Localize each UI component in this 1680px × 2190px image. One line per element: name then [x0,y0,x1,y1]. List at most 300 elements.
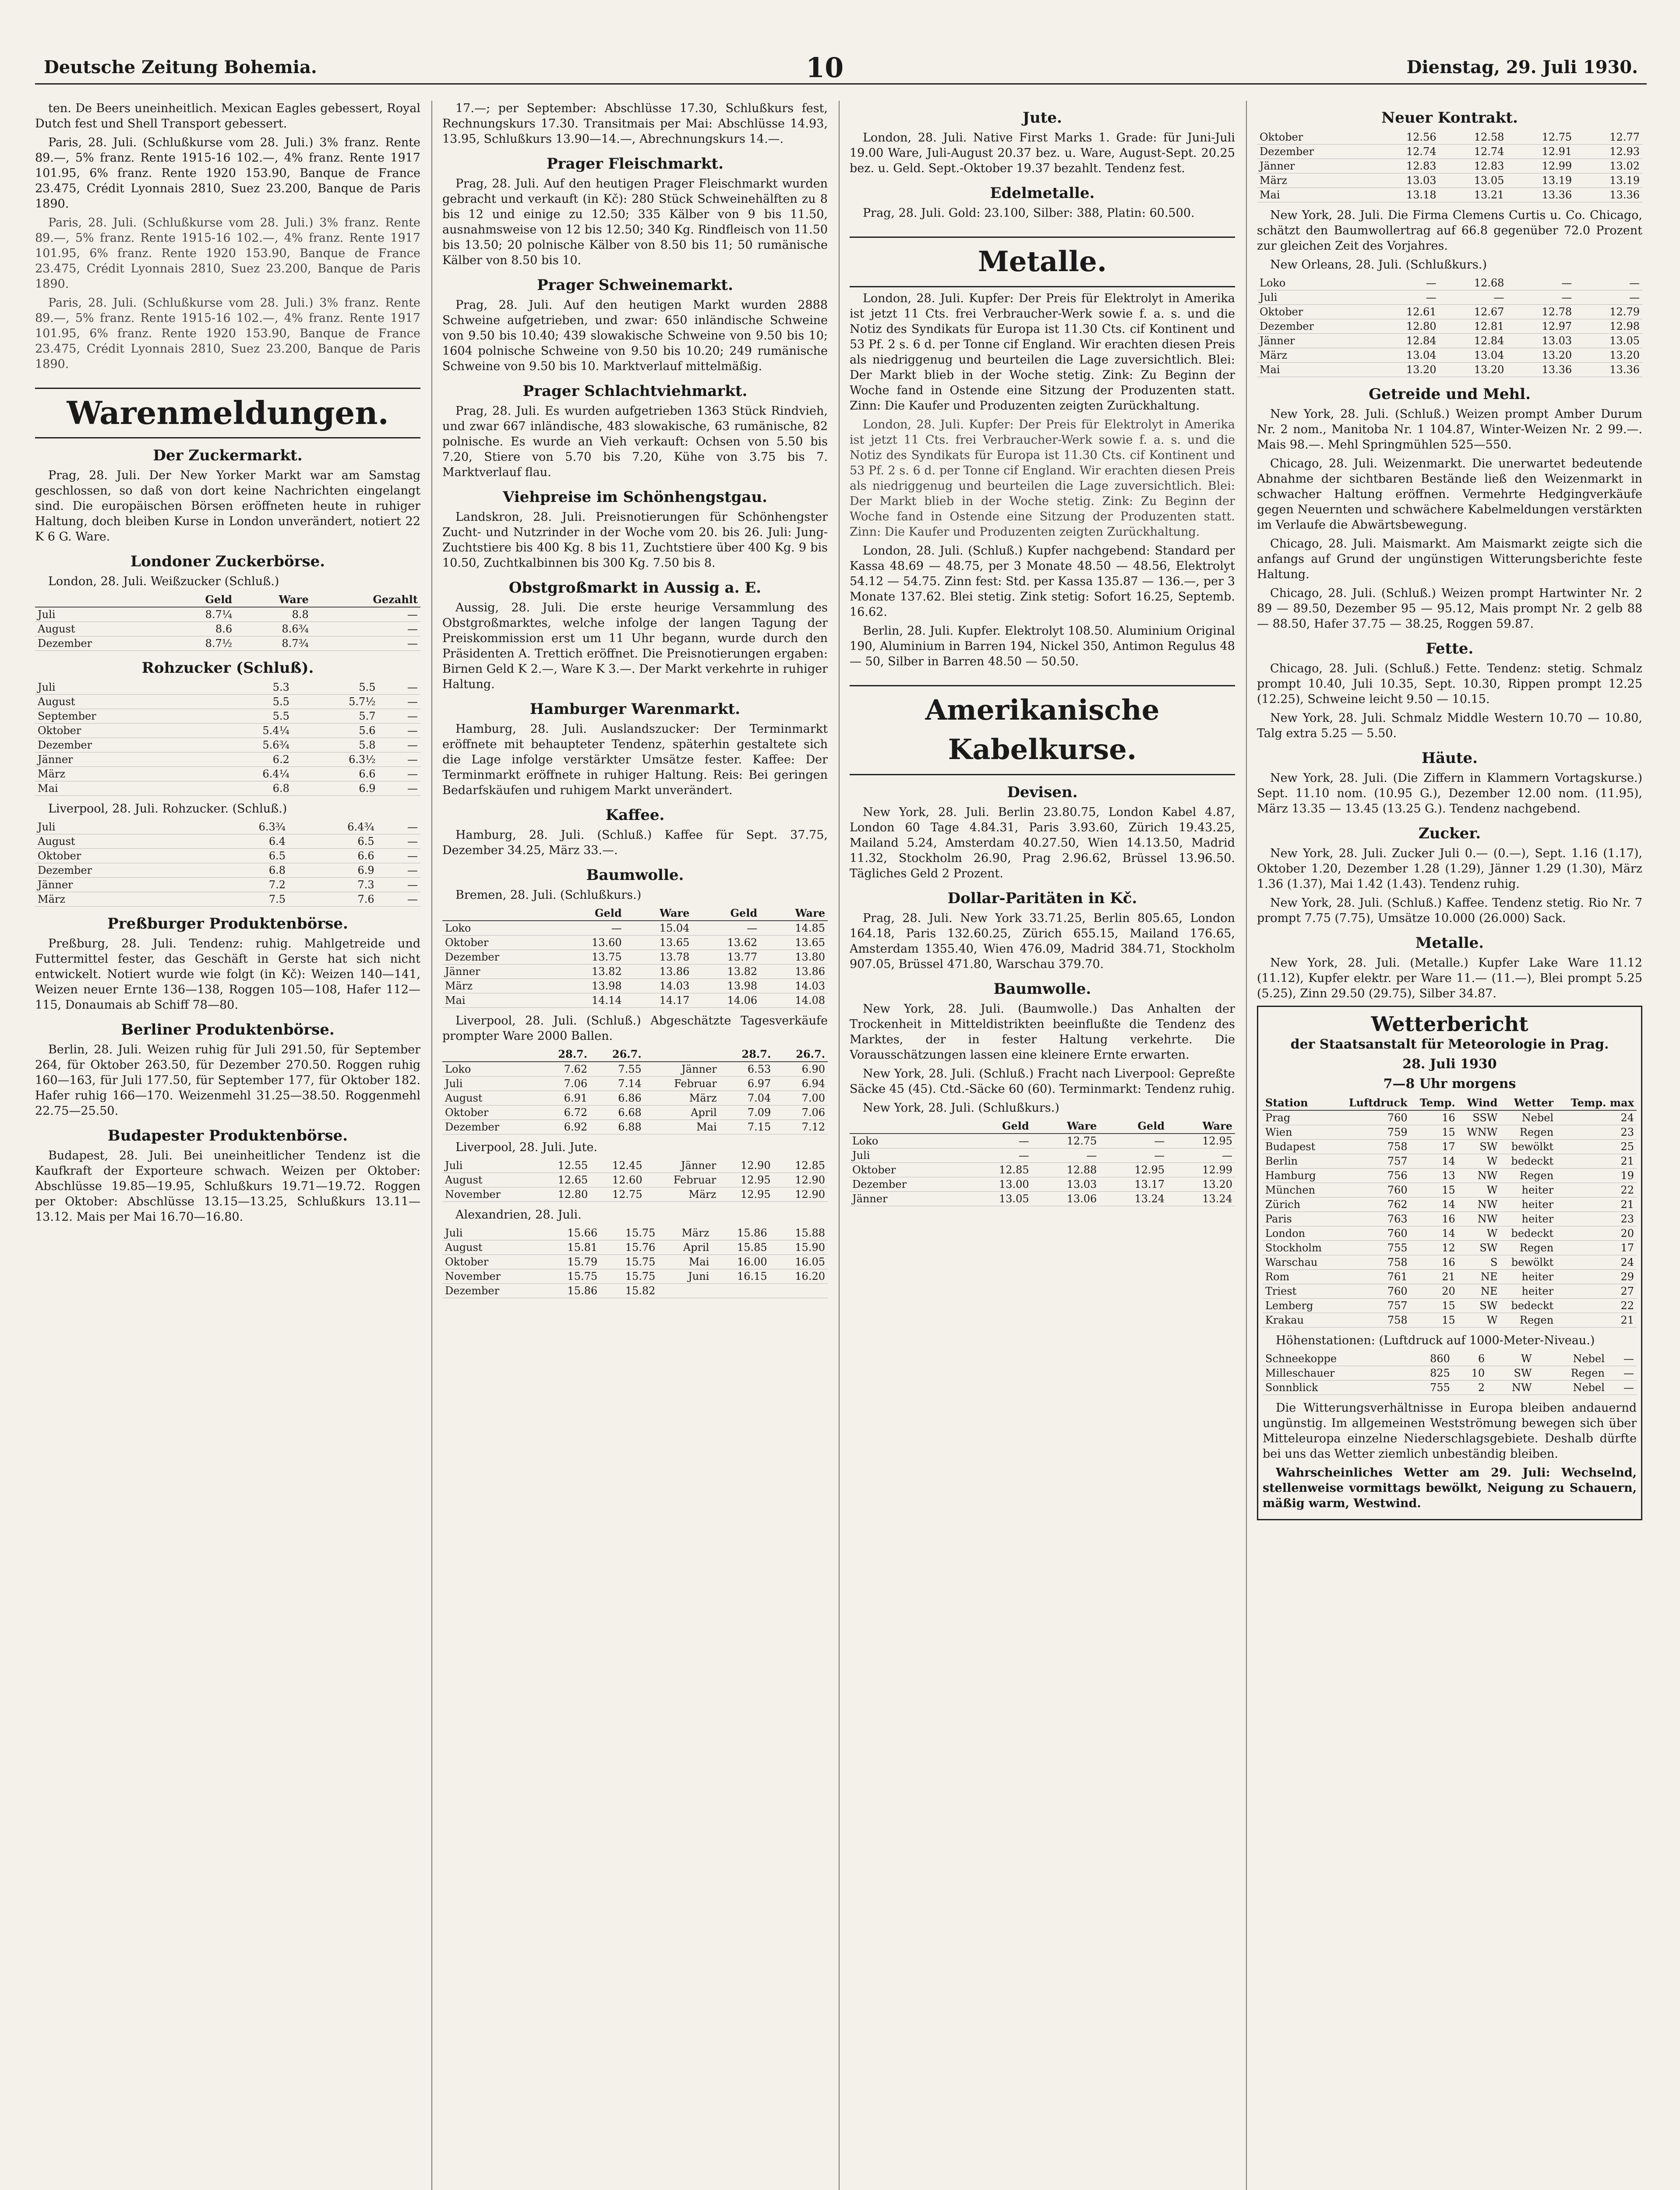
heading-grain: Getreide und Mehl. [1369,385,1531,403]
table-row [1263,1197,1637,1212]
table-header-cell: Luftdruck [1335,1096,1410,1110]
table-header-cell: Temp. max [1556,1096,1637,1110]
pig-market-report: Prag, 28. Juli. Auf den heutigen Markt wurden 2888 Schweine aufgetrieben, und zwar: 650 inländische Schweine von 9.50 bis 10.40; 439 slowakische Schweine von 9.50 bis 10; 1604 polnische Schweine von 9.50 bis 10.20; 249 rumänische Schweine von 9.50 bis 10. Marktverlauf mittelmäßig. [442,298,828,373]
bremen-line: Bremen, 28. Juli. (Schlußkurs.) [455,888,642,902]
heading-coffee: Kaffee. [605,806,665,824]
table-cell: W [1458,1154,1500,1169]
table-cell: Oktober [1257,130,1371,145]
table-cell: Oktober [1257,305,1371,319]
column-divider [839,101,840,2190]
table-row [1257,305,1642,319]
ny-cotton-report: New York, 28. Juli. (Baumwolle.) Das Anhalten der Trockenheit in Mitteldistrikten beeinflußte die Tendenz des Marktes, der in fester Haltung verkehrte. Die Vorausschätzungen lassen eine kleinere Ernte erwarten. [850,1002,1235,1062]
table-cell: 12.75 [1032,1134,1100,1148]
table-cell: 758 [1335,1313,1410,1328]
cattle-market-report: Prag, 28. Juli. Es wurden aufgetrieben 1363 Stück Rindvieh, und zwar 667 inländische, 483 slowakische, 63 rumänische, 82 polnische. Es wurde an Vieh verkauft: Ochsen von 5.50 bis 7.20, Stiere von 5.70 bis 7.20, Kühe von 3.75 bis 7. Marktverlauf flau. [442,404,828,479]
table-cell: 13.98 [692,979,760,993]
table-row [1257,173,1642,188]
table-row [442,1240,828,1255]
table-cell: 29 [1556,1270,1637,1284]
table-row [1257,159,1642,173]
table-row [850,1163,1235,1177]
table-cell: 13.75 [557,950,625,964]
table-cell: 15.82 [600,1284,658,1298]
table-cell: 6.91 [536,1091,590,1106]
ny-freight-report: New York, 28. Juli. (Schluß.) Fracht nach Liverpool: Gepreßte Säcke 45 (45). Ctd.-Säcke 60 (60). Terminmarkt: Tendenz ruhig. [850,1067,1235,1096]
table-row [1263,1352,1637,1366]
table-cell: NE [1458,1284,1500,1299]
table-cell: 14 [1410,1154,1458,1169]
table-header-cell [850,1119,964,1134]
table-cell: — [1439,290,1507,305]
page-number: 10 [806,52,844,84]
table-row [35,878,420,892]
table-cell: 758 [1335,1255,1410,1270]
table-cell: 16 [1410,1212,1458,1226]
table-cell: 7.55 [590,1062,644,1077]
table-cell: Jänner [35,752,206,767]
berlin-metals: Berlin, 28. Juli. Kupfer. Elektrolyt 108.50. Aluminium Original 190, Aluminium in Barren 194, Nickel 350, Antimon Regulus 48 — 50, Silber in Barren 48.50 — 50.50. [850,624,1235,668]
table-cell: 12.97 [1507,319,1574,334]
table-header-cell: 26.7. [773,1047,828,1062]
table-cell: 7.14 [590,1077,644,1091]
table-header-cell: Ware [1167,1119,1235,1134]
table-cell: 5.4¼ [206,724,292,738]
table-cell: — [378,709,420,724]
table-cell: Juni [658,1269,712,1284]
table-cell: Nebel [1535,1381,1607,1395]
table-cell: 6.9 [288,863,377,878]
table-cell: 12.95 [719,1187,773,1202]
liverpool-cotton-line: Liverpool, 28. Juli. (Schluß.) Abgeschätzte Tagesverkäufe prompter Ware 2000 Ballen. [442,1014,828,1043]
table-row [850,1177,1235,1192]
table-cell: 13.36 [1507,363,1574,377]
table-cell: 5.5 [206,695,292,709]
table-cell: Juli [35,820,199,834]
table-cell: — [557,921,625,936]
table-cell: Paris [1263,1212,1335,1226]
table-cell: W [1458,1313,1500,1328]
table-cell: 14.14 [557,993,625,1008]
table-cell: Oktober [442,1106,536,1120]
table-cell: September [35,709,206,724]
table-cell: NW [1458,1197,1500,1212]
table-cell: August [442,1173,536,1187]
table-cell: 22 [1556,1299,1637,1313]
column-2 [442,101,828,2190]
table-cell: 15.86 [712,1226,769,1240]
table-row [35,695,420,709]
table-cell: 761 [1335,1270,1410,1284]
table-cell: Stockholm [1263,1241,1335,1255]
table-cell: 20 [1410,1284,1458,1299]
table-cell: 763 [1335,1212,1410,1226]
table-cell: Regen [1500,1241,1556,1255]
table-cell: 7.62 [536,1062,590,1077]
table-cell: Jänner [1257,159,1371,173]
table-cell: 13.06 [1032,1192,1100,1206]
table-cell: April [644,1106,720,1120]
table-header-cell [644,1047,720,1062]
table-cell: 6.72 [536,1106,590,1120]
table-cell: Juli [1257,290,1371,305]
table-cell: Juli [35,680,206,695]
table-cell: 12.74 [1439,145,1507,159]
table-cell: — [377,834,420,849]
table-row [442,1284,828,1298]
table-cell: 6.3¾ [199,820,288,834]
liverpool-jute-line: Liverpool, 28. Juli. Jute. [455,1141,598,1154]
table-cell: Triest [1263,1284,1335,1299]
table-cell: heiter [1500,1284,1556,1299]
table-row [1263,1183,1637,1197]
table-cell: — [378,738,420,752]
table-cell: 23 [1556,1125,1637,1140]
table-header-cell: Wind [1458,1096,1500,1110]
table-row [35,820,420,834]
table-header-cell: Geld [964,1119,1032,1134]
table-cell: 7.5 [199,892,288,907]
table-cell: 6.6 [288,849,377,863]
table-cell: 5.7 [292,709,378,724]
table-cell: 756 [1335,1169,1410,1183]
table-cell: Loko [442,1062,536,1077]
table-cell: 6 [1453,1352,1487,1366]
table-cell: 13.82 [692,964,760,979]
table-cell: — [1574,290,1642,305]
table-row [1257,334,1642,348]
table-cell: Rom [1263,1270,1335,1284]
table-cell: bedeckt [1500,1299,1556,1313]
table-cell: 6.53 [720,1062,774,1077]
table-cell: Juli [442,1226,542,1240]
newspaper-page [35,48,1647,2190]
table-cell: 12.80 [536,1187,590,1202]
table-cell: 13.65 [625,936,692,950]
table-cell: 15.75 [600,1255,658,1269]
table-cell: März [1257,348,1371,363]
table-cell: 13.86 [760,964,828,979]
section-title-warenmeldungen: Warenmeldungen. [35,388,420,438]
table-cell: — [1574,276,1642,290]
newspaper-name: Deutsche Zeitung Bohemia. [44,57,317,78]
table-row [1257,130,1642,145]
table-cell: 13.18 [1371,188,1439,202]
table-cell: 13.20 [1507,348,1574,363]
table-cell: 15.75 [542,1269,600,1284]
table-cell: 13.82 [557,964,625,979]
table-cell: 12.55 [536,1159,590,1173]
table-cell: 13.20 [1371,363,1439,377]
table-row [442,921,828,936]
table-row [442,1255,828,1269]
table-cell: Budapest [1263,1140,1335,1154]
table-header-cell: Geld [1099,1119,1167,1134]
table-row [35,781,420,796]
table-cell: 12.90 [773,1187,828,1202]
table-row [35,834,420,849]
table-cell: Mai [442,993,557,1008]
sugar-report: New York, 28. Juli. Zucker Juli 0.— (0.—), Sept. 1.16 (1.17), Oktober 1.20, Dezember 1.28 (1.29), Jänner 1.29 (1.30), März 1.36 (1.37), Mai 1.42 (1.43). Tendenz ruhig. [1257,847,1642,891]
table-cell: 12.84 [1439,334,1507,348]
jute-report: London, 28. Juli. Native First Marks 1. Grade: für Juni-Juli 19.00 Ware, Juli-August 20.37 bez. u. Ware, August-Sept. 20.25 bez. u. Geld. Sept.-Oktober 19.37 bezahlt. Tendenz fest. [850,131,1235,175]
table-cell: 7.15 [720,1120,774,1134]
table-cell: 15.04 [625,921,692,936]
table-row [442,1226,828,1240]
table-cell: SW [1458,1241,1500,1255]
table-cell: 16.05 [770,1255,828,1269]
new-orleans-table [1257,276,1642,377]
table-cell: NW [1487,1381,1534,1395]
table-cell: 13.24 [1167,1192,1235,1206]
table-cell: Berlin [1263,1154,1335,1169]
table-row [1263,1366,1637,1381]
table-header-cell [442,1047,536,1062]
table-row [1263,1299,1637,1313]
table-cell: — [964,1148,1032,1163]
table-cell: 12.78 [1507,305,1574,319]
liverpool-sugar-line: Liverpool, 28. Juli. Rohzucker. (Schluß.) [48,802,287,816]
table-cell: 8.7¾ [235,636,311,651]
table-row [1263,1226,1637,1241]
table-cell: 759 [1335,1125,1410,1140]
table-cell: 12.95 [719,1173,773,1187]
table-cell: 13.04 [1439,348,1507,363]
table-cell: 12.93 [1574,145,1642,159]
table-cell: Mai [1257,363,1371,377]
table-row [442,1077,828,1091]
heading-pig-market: Prager Schweinemarkt. [537,276,733,294]
table-cell: 13.36 [1574,188,1642,202]
table-cell: 6.90 [773,1062,828,1077]
table-cell: 7.6 [288,892,377,907]
table-cell: — [378,680,420,695]
table-cell: — [1099,1134,1167,1148]
table-cell: 5.6¾ [206,738,292,752]
ny-cotton-line: New York, 28. Juli. (Schlußkurs.) [863,1101,1059,1115]
intro-paragraph: ten. De Beers uneinheitlich. Mexican Eagles gebessert, Royal Dutch fest und Shell Transport gebessert. [35,102,420,131]
hamburg-market-report: Hamburg, 28. Juli. Auslandszucker: Der Terminmarkt eröffnete mit behaupteter Tendenz, späterhin gestaltete sich die Lage infolge verstärkter Umsätze fester. Kaffee: Der Terminmarkt eröffnete in ruhiger Haltung. Reis: Bei geringen Bedarfskäufen und ruhigem Markt unverändert. [442,722,828,797]
table-cell: 12.60 [590,1173,645,1187]
heading-metals: Metalle. [850,237,1235,287]
table-cell: 27 [1556,1284,1637,1299]
table-cell: 12.58 [1439,130,1507,145]
table-cell: 12.95 [1099,1163,1167,1177]
heading-jute: Jute. [1023,109,1062,127]
table-cell: 21 [1556,1313,1637,1328]
table-cell: Prag [1263,1110,1335,1125]
table-cell: 6.86 [590,1091,644,1106]
table-cell: 14.85 [760,921,828,936]
table-row [35,709,420,724]
table-cell: — [1371,290,1439,305]
table-cell: 8.7½ [165,636,235,651]
table-row [442,964,828,979]
table-cell: Regen [1500,1169,1556,1183]
table-cell: 13.19 [1507,173,1574,188]
table-cell: 12.84 [1371,334,1439,348]
table-cell: 12.95 [1167,1134,1235,1148]
table-cell: 5.8 [292,738,378,752]
table-cell: 757 [1335,1299,1410,1313]
table-row [1263,1169,1637,1183]
heading-cotton: Baumwolle. [586,866,684,884]
table-cell: 16 [1410,1255,1458,1270]
table-cell: 14.17 [625,993,692,1008]
table-cell: 13.04 [1371,348,1439,363]
table-cell: 8.6 [165,622,235,636]
table-cell: 12.61 [1371,305,1439,319]
paris-exchange: Paris, 28. Juli. (Schlußkurse vom 28. Juli.) 3% franz. Rente 89.—, 5% franz. Rente 1915-16 102.—, 4% franz. Rente 1917 101.95, 6% franz. Rente 1920 153.90, Banque de France 23.475, Crédit Lyonnais 2810, Suez 23.200, Banque de Paris 1890. [35,136,420,211]
table-cell: W [1458,1226,1500,1241]
table-cell: Jänner [1257,334,1371,348]
table-cell: — [1507,276,1574,290]
table-cell: Regen [1500,1125,1556,1140]
ny-firm-report: New York, 28. Juli. Die Firma Clemens Curtis u. Co. Chicago, schätzt den Baumwollertrag auf 66.8 gegenüber 72.0 Prozent zur gleichen Zeit des Vorjahres. [1257,208,1642,253]
table-cell: 6.8 [199,863,288,878]
table-cell: 13.21 [1439,188,1507,202]
table-cell: 14.08 [760,993,828,1008]
heading-hides: Häute. [1421,749,1478,767]
table-cell: 6.3½ [292,752,378,767]
table-cell: — [1607,1366,1637,1381]
table-cell: 7.06 [536,1077,590,1091]
table-cell: August [442,1091,536,1106]
column-4 [1257,101,1642,2190]
table-cell: Dezember [35,863,199,878]
table-row [1263,1270,1637,1284]
table-row [35,622,420,636]
table-cell: 13.78 [625,950,692,964]
table-row [442,1269,828,1284]
table-cell: November [442,1187,536,1202]
heading-metals-ny: Metalle. [1415,934,1484,952]
table-cell: 10 [1453,1366,1487,1381]
table-row [35,738,420,752]
table-cell: 2 [1453,1381,1487,1395]
liverpool-jute-table [442,1159,828,1202]
table-cell: Dezember [35,738,206,752]
precious-metals-report: Prag, 28. Juli. Gold: 23.100, Silber: 388, Platin: 60.500. [863,206,1195,220]
table-row [1263,1140,1637,1154]
table-cell: Dezember [442,1120,536,1134]
table-cell: 12.99 [1507,159,1574,173]
table-cell: Wien [1263,1125,1335,1140]
table-cell: 15 [1410,1125,1458,1140]
table-cell: 6.68 [590,1106,644,1120]
table-cell: 13.20 [1167,1177,1235,1192]
weather-title: Wetterbericht [1371,1012,1528,1036]
table-header-cell: 26.7. [590,1047,644,1062]
table-cell: Milleschauer [1263,1366,1405,1381]
table-cell: Mai [1257,188,1371,202]
table-cell: — [378,767,420,781]
table-cell: 15.79 [542,1255,600,1269]
heading-dollar-parities: Dollar-Paritäten in Kč. [947,890,1137,907]
weather-subtitle: der Staatsanstalt für Meteorologie in Prag. [1290,1037,1609,1052]
table-cell: 7.00 [773,1091,828,1106]
table-cell [712,1284,769,1298]
alexandria-line: Alexandrien, 28. Juli. [455,1208,582,1222]
table-cell: 17 [1410,1140,1458,1154]
table-cell: Loko [442,921,557,936]
chicago-corn: Chicago, 28. Juli. Maismarkt. Am Maismarkt zeigte sich die anfangs auf Grund der ungünstigen Witterungsberichte feste Haltung. [1257,537,1642,581]
fats-report: Chicago, 28. Juli. (Schluß.) Fette. Tendenz: stetig. Schmalz prompt 10.40, Juli 10.35, Sept. 10.30, Rippen prompt 12.25 (12.25), Schweine leicht 9.50 — 10.15. [1257,662,1642,706]
weather-table [1263,1096,1637,1328]
table-cell: Dezember [1257,319,1371,334]
table-row [1257,363,1642,377]
table-cell: Regen [1535,1366,1607,1381]
table-cell: Mai [35,781,206,796]
table-cell: — [1607,1381,1637,1395]
heading-precious-metals: Edelmetalle. [990,184,1095,202]
raw-sugar-table [35,680,420,796]
table-cell: 6.4¾ [288,820,377,834]
table-cell: 15.81 [542,1240,600,1255]
table-row [1263,1313,1637,1328]
table-header-cell: Temp. [1410,1096,1458,1110]
table-cell: 12.75 [1507,130,1574,145]
table-cell: 7.3 [288,878,377,892]
table-row [442,936,828,950]
table-cell: — [1371,276,1439,290]
paris-exchange-continued: Paris, 28. Juli. (Schlußkurse vom 28. Juli.) 3% franz. Rente 89.—, 5% franz. Rente 1915-16 102.—, 4% franz. Rente 1917 101.95, 6% franz. Rente 1920 153.90, Banque de France 23.475, Crédit Lyonnais 2810, Suez 23.200, Banque de Paris 1890. [35,296,420,371]
table-header-cell: Geld [692,906,760,921]
table-cell: Zürich [1263,1197,1335,1212]
metals-report-continued: London, 28. Juli. Kupfer: Der Preis für Elektrolyt in Amerika ist jetzt 11 Cts. frei Verbraucher-Werk sowie f. a. s. und die Notiz des Syndikats für Europa ist 11.30 Cts. cif Kontinent und 53 Pf. 2 s. 6 d. per Tonne cif England. Wir erachten diesen Preis als niedriggenug und beurteilen die Lage zuversichtlich. Blei: Der Markt blieb in der Woche stetig. Zink: Zu Beginn der Woche fand in Ostende eine Sitzung der Produzenten statt. Zinn: Die Kaufer und Produzenten zeigten Zurückhaltung. [850,418,1235,539]
table-row [850,1134,1235,1148]
table-cell: August [35,695,206,709]
table-cell: Oktober [442,1255,542,1269]
table-cell: 13.60 [557,936,625,950]
table-cell: 6.4¼ [206,767,292,781]
table-cell: Nebel [1500,1110,1556,1125]
table-cell: Jänner [850,1192,964,1206]
table-cell: Regen [1500,1313,1556,1328]
table-header-cell: 28.7. [536,1047,590,1062]
currencies-report: New York, 28. Juli. Berlin 23.80.75, London Kabel 4.87, London 60 Tage 4.84.31, Paris 3.93.60, Zürich 19.43.25, Mailand 5.24, Amsterdam 40.27.50, Wien 14.13.50, Madrid 11.32, Stockholm 26.90, Prag 2.96.62, Brüssel 13.96.50. Tägliches Geld 2 Prozent. [850,805,1235,880]
table-cell: 15.66 [542,1226,600,1240]
table-cell: 20 [1556,1226,1637,1241]
table-cell: 13.36 [1507,188,1574,202]
grain-report: New York, 28. Juli. (Schluß.) Weizen prompt Amber Durum Nr. 2 nom., Manitoba Nr. 1 104.87, Winter-Weizen Nr. 2 99.—. Mais 98.—. Mehl Springmühlen 525—550. [1257,407,1642,452]
table-row [1263,1212,1637,1226]
table-row [1257,276,1642,290]
table-cell: 23 [1556,1212,1637,1226]
table-cell: 13.00 [964,1177,1032,1192]
table-cell: — [311,622,420,636]
table-row [850,1192,1235,1206]
table-cell: Loko [850,1134,964,1148]
meat-market-report: Prag, 28. Juli. Auf den heutigen Prager Fleischmarkt wurden gebracht und verkauft (in Kč): 280 Stück Schweinehälften zu 8 bis 12 und einige zu 12.50; 335 Kälber von 9 bis 11.50, ausnahmsweise von 12 bis 12.50; 340 Kg. Rindfleisch von 11.50 bis 13.50; 20 polnische Kälber von 8.50 bis 11; 50 rumänische Kälber von 8.50 bis 10. [442,177,828,267]
table-cell: 758 [1335,1140,1410,1154]
table-cell: Nebel [1535,1352,1607,1366]
table-cell: Oktober [850,1163,964,1177]
table-cell: August [35,834,199,849]
table-cell: 15.76 [600,1240,658,1255]
table-cell: 25 [1556,1140,1637,1154]
budapest-produce-report: Budapest, 28. Juli. Bei uneinheitlicher Tendenz ist die Kaufkraft der Exporteure schwach. Weizen per Oktober: Abschlüsse 19.85—19.95, Schlußkurs 19.71—19.72. Roggen per Oktober: Abschlüsse 13.15—13.25, Schlußkurs 13.11—13.12. Mais per Mai 16.70—16.80. [35,1149,420,1224]
hides-report: New York, 28. Juli. (Die Ziffern in Klammern Vortagskurse.) Sept. 11.10 nom. (10.95 G.), Dezember 12.00 nom. (11.95), März 13.35 — 13.45 (13.25 G.). Tendenz nachgebend. [1257,771,1642,816]
table-cell: 12.90 [719,1159,773,1173]
table-row [35,892,420,907]
table-cell: 12.81 [1439,319,1507,334]
table-cell: NW [1458,1212,1500,1226]
table-cell: 15.85 [712,1240,769,1255]
table-row [1257,188,1642,202]
heading-sugar: Zucker. [1418,825,1481,842]
table-cell: — [964,1134,1032,1148]
heading-budapest-produce: Budapester Produktenbörse. [107,1127,348,1144]
